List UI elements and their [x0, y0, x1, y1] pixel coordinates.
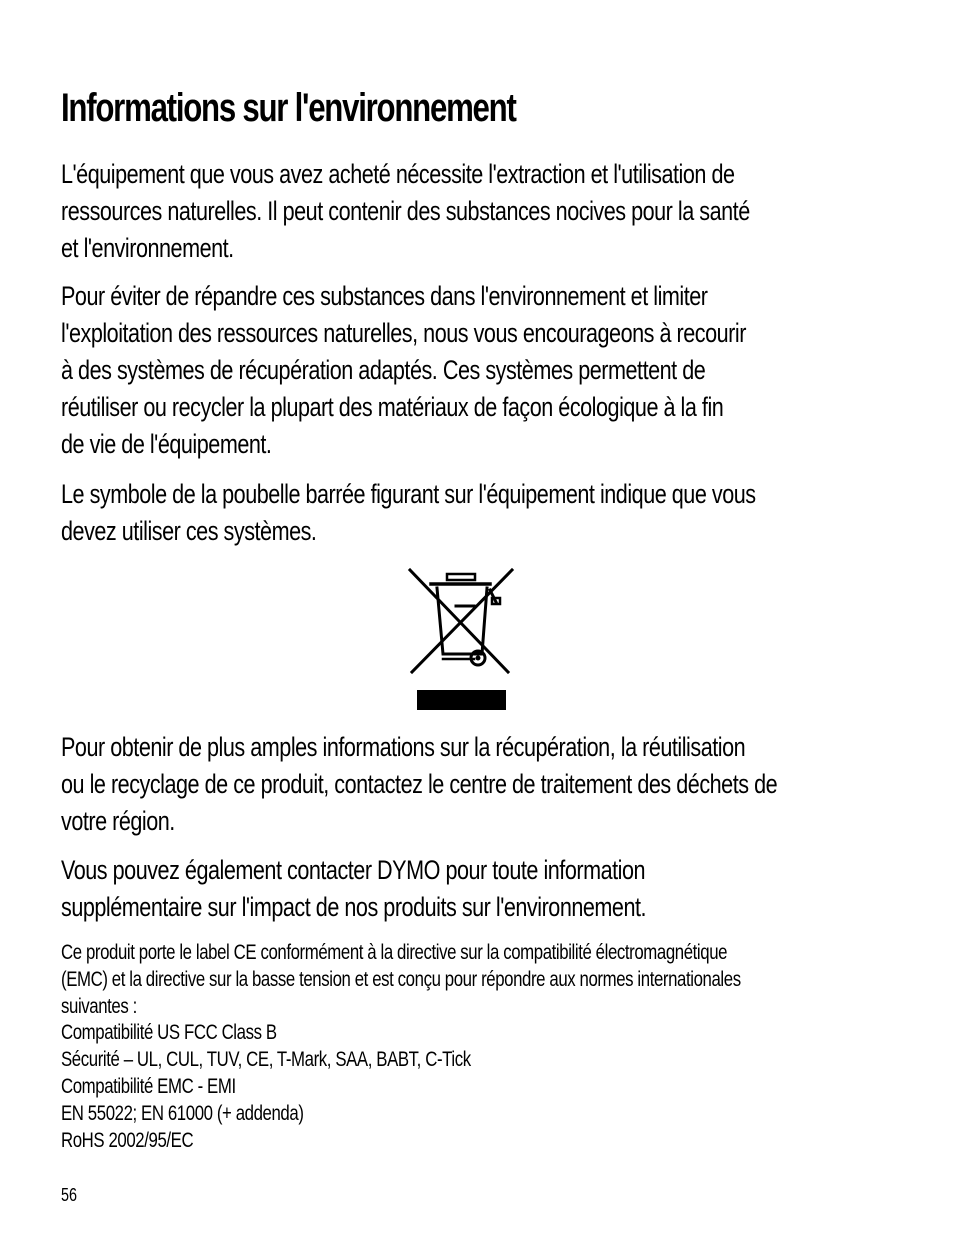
page-number: 56 [61, 1185, 78, 1205]
paragraph-bin-symbol [61, 476, 756, 550]
paragraph-line: de vie de l'équipement. [61, 429, 272, 459]
paragraph-line: à des systèmes de récupération adaptés. Ces systèmes permettent de [61, 355, 706, 385]
paragraph-contact-dymo [61, 852, 646, 926]
paragraph-line: réutiliser ou recycler la plupart des matériaux de façon écologique à la fin [61, 392, 724, 422]
compliance-line: Sécurité – UL, CUL, TUV, CE, T-Mark, SAA, BABT, C-Tick [61, 1048, 471, 1072]
page-title: Informations sur l'environnement [61, 86, 516, 130]
paragraph-line: l'exploitation des ressources naturelles, nous vous encourageons à recourir [61, 318, 746, 348]
paragraph-line: ou le recyclage de ce produit, contactez le centre de traitement des déchets de [61, 769, 778, 799]
paragraph-line: votre région. [61, 806, 175, 836]
compliance-line: Compatibilité EMC - EMI [61, 1074, 236, 1098]
compliance-line: suivantes : [61, 994, 137, 1018]
paragraph-more-info [61, 729, 777, 840]
crossed-out-wheelie-bin-icon [404, 566, 518, 714]
paragraph-line: Vous pouvez également contacter DYMO pour toute information [61, 855, 646, 885]
compliance-line: EN 55022; EN 61000 (+ addenda) [61, 1101, 304, 1125]
paragraph-line: Pour éviter de répandre ces substances dans l'environnement et limiter [61, 281, 708, 311]
paragraph-line: Le symbole de la poubelle barrée figurant sur l'équipement indique que vous [61, 479, 756, 509]
paragraph-line: et l'environnement. [61, 233, 234, 263]
paragraph-line: Pour obtenir de plus amples informations sur la récupération, la réutilisation [61, 732, 746, 762]
paragraph-line: ressources naturelles. Il peut contenir des substances nocives pour la santé [61, 196, 750, 226]
paragraph-line: devez utiliser ces systèmes. [61, 516, 317, 546]
paragraph-recovery-systems [61, 278, 746, 463]
compliance-notice [61, 940, 741, 1154]
compliance-line: RoHS 2002/95/EC [61, 1128, 194, 1152]
paragraph-line: supplémentaire sur l'impact de nos produits sur l'environnement. [61, 892, 647, 922]
compliance-line: (EMC) et la directive sur la basse tension et est conçu pour répondre aux normes internationales [61, 967, 741, 991]
paragraph-line: L'équipement que vous avez acheté nécessite l'extraction et l'utilisation de [61, 159, 735, 189]
paragraph-intro [61, 156, 750, 267]
compliance-line: Compatibilité US FCC Class B [61, 1021, 277, 1045]
compliance-line: Ce produit porte le label CE conformément à la directive sur la compatibilité électromagnétique [61, 941, 728, 964]
